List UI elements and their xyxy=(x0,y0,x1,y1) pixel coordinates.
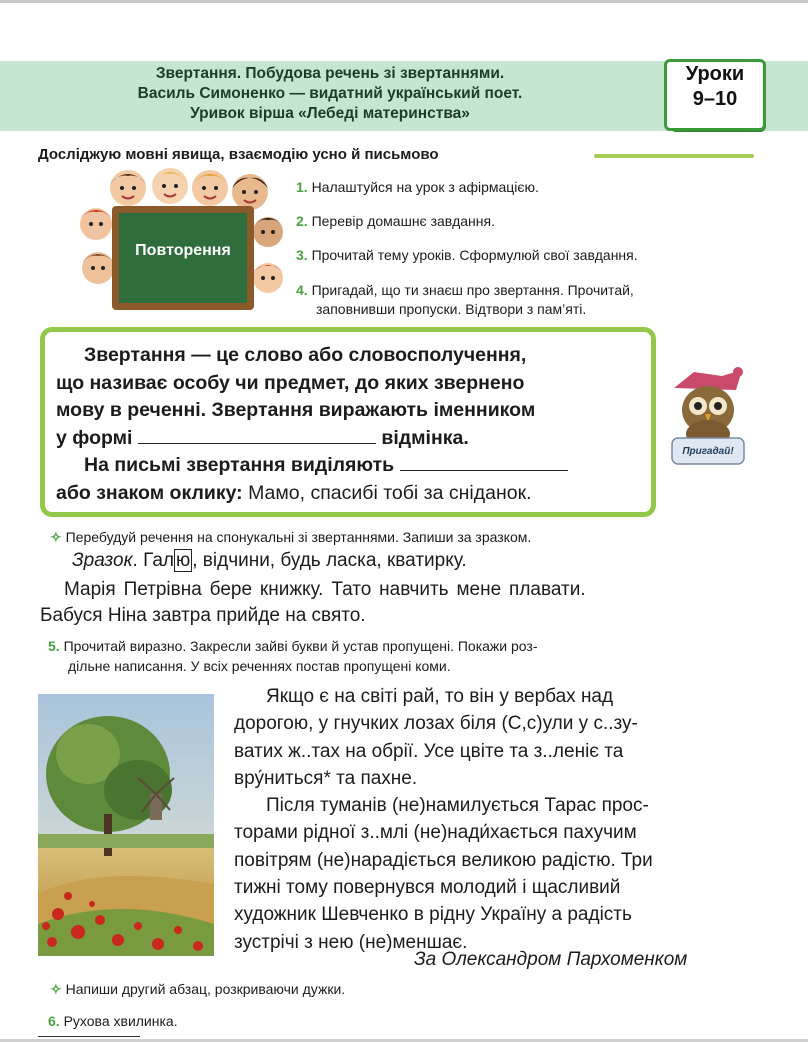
task-6-text: Рухова хвилинка. xyxy=(63,1013,178,1029)
task-5-line-1 xyxy=(48,637,538,656)
rule-line-5 xyxy=(56,452,640,480)
text-line-7: повітрям (не)нарадіється великою радістю. Три xyxy=(234,849,653,871)
sample-word: Зразок xyxy=(72,550,133,571)
topic-line-3: Уривок вірша «Лебеді материнства» xyxy=(190,105,470,122)
rule-line-4-start: у формі xyxy=(56,426,133,449)
text-line-3: ватих ж..тах на обрії. Усе цвіте та з..леніє та xyxy=(234,740,624,762)
section-title: Досліджую мовні явища, взаємодію усно й письмово xyxy=(38,146,439,163)
task-4-continuation: заповнивши пропуски. Відтвори з пам’яті. xyxy=(316,301,587,317)
child-face-3 xyxy=(192,170,228,206)
remember-label: Пригадай! xyxy=(682,446,734,457)
task-3-text: Прочитай тему уроків. Сформулюй свої завдання. xyxy=(311,247,638,263)
task-5-line-2: дільне написання. У всіх реченнях постав пропущені коми. xyxy=(68,658,451,674)
author-attribution: За Олександром Пархоменком xyxy=(414,949,688,970)
rule-example: Мамо, спасибі тобі за сніданок. xyxy=(248,481,532,504)
rule-line-6 xyxy=(56,480,640,508)
rule-line-6-bold: або знаком оклику: xyxy=(56,481,243,504)
exercise-instruction-text: Перебудуй речення на спонукальні зі звертаннями. Запиши за зразком. xyxy=(65,529,532,545)
sample-part-b: , відчини, будь ласка, кватирку. xyxy=(192,550,467,571)
task-5-text-1: Прочитай виразно. Закресли зайві букви й устав пропущені. Покажи роз- xyxy=(63,638,538,654)
rule-line-1: Звертання — це слово або словосполучення, xyxy=(84,344,527,366)
topic-line-2: Василь Симоненко — видатний український поет. xyxy=(137,85,523,102)
task-1-number: 1. xyxy=(296,179,308,195)
task-6 xyxy=(48,1012,178,1031)
text-line-2: дорогою, у гнучких лозах біля (С,с)ули у с..зу- xyxy=(234,713,638,735)
final-task xyxy=(50,980,345,999)
top-border xyxy=(0,0,808,3)
exercise-sample xyxy=(72,548,467,574)
text-line-5: Після туманів (не)намилується Тарас прос- xyxy=(266,795,649,817)
rule-line-4 xyxy=(56,425,640,453)
exercise-instruction xyxy=(50,528,531,547)
text-paragraph xyxy=(234,683,754,956)
star-bullet-icon: ✧ xyxy=(50,529,62,545)
child-face-4 xyxy=(232,174,268,210)
task-5-number: 5. xyxy=(48,638,60,654)
rule-text xyxy=(56,342,640,507)
text-line-10: зустрічі з нею (не)меншає. xyxy=(234,931,468,953)
text-line-9: художник Шевченко в рідну Україну а радість xyxy=(234,904,632,926)
lesson-numbers: 9–10 xyxy=(692,88,738,110)
text-line-8: тижні тому повернувся молодий і щасливий xyxy=(234,877,621,899)
exercise-line-1: Марія Петрівна бере книжку. Тато навчить мене плавати. xyxy=(64,579,586,600)
child-face-left xyxy=(80,208,112,240)
sample-part-a: . Гал xyxy=(132,550,174,571)
landscape-painting xyxy=(38,694,214,956)
task-3 xyxy=(296,246,638,265)
task-2-text: Перевір домашнє завдання. xyxy=(311,213,495,229)
kids-chalkboard-illustration xyxy=(78,166,284,312)
section-rule xyxy=(594,154,754,158)
task-6-number: 6. xyxy=(48,1013,60,1029)
rule-line-4-end: відмінка. xyxy=(381,426,469,449)
case-blank[interactable] xyxy=(138,425,376,444)
owl-remember-illustration xyxy=(666,366,750,476)
rule-line-2: що називає особу чи предмет, до яких звернено xyxy=(56,371,525,394)
child-face-left-2 xyxy=(82,252,114,284)
task-1 xyxy=(296,178,539,197)
child-face-2 xyxy=(152,168,188,204)
lesson-badge-text xyxy=(664,62,766,112)
sample-boxed-ending: ю xyxy=(175,550,191,571)
topic-line-1: Звертання. Побудова речень зі звертаннями. xyxy=(155,65,505,82)
child-face-right xyxy=(253,217,283,247)
punctuation-blank[interactable] xyxy=(400,452,568,471)
task-4 xyxy=(296,281,634,300)
lesson-topic xyxy=(60,64,600,124)
task-2 xyxy=(296,212,495,231)
text-line-6: торами рідної з..млі (не)нади́хається пахучим xyxy=(234,822,637,844)
rule-line-5-text: На письмі звертання виділяють xyxy=(84,454,395,476)
lesson-word: Уроки xyxy=(685,63,745,85)
task-4-text: Пригадай, що ти знаєш про звертання. Прочитай, xyxy=(311,282,634,298)
task-1-text: Налаштуйся на урок з афірмацією. xyxy=(311,179,539,195)
task-3-number: 3. xyxy=(296,247,308,263)
final-task-text: Напиши другий абзац, розкриваючи дужки. xyxy=(65,981,346,997)
child-face-right-2 xyxy=(253,263,283,293)
rule-line-3: мову в реченні. Звертання виражають іменником xyxy=(56,399,536,421)
chalkboard-label: Повторення xyxy=(135,242,231,259)
text-line-1: Якщо є на світі рай, то він у вербах над xyxy=(266,686,614,707)
text-line-4: вру́ниться* та пахне. xyxy=(234,767,418,789)
exercise-line-2: Бабуся Ніна завтра прийде на свято. xyxy=(40,605,366,626)
child-face-1 xyxy=(110,170,146,206)
footnote-rule xyxy=(38,1036,140,1037)
task-2-number: 2. xyxy=(296,213,308,229)
task-4-number: 4. xyxy=(296,282,308,298)
star-bullet-icon: ✧ xyxy=(50,981,62,997)
